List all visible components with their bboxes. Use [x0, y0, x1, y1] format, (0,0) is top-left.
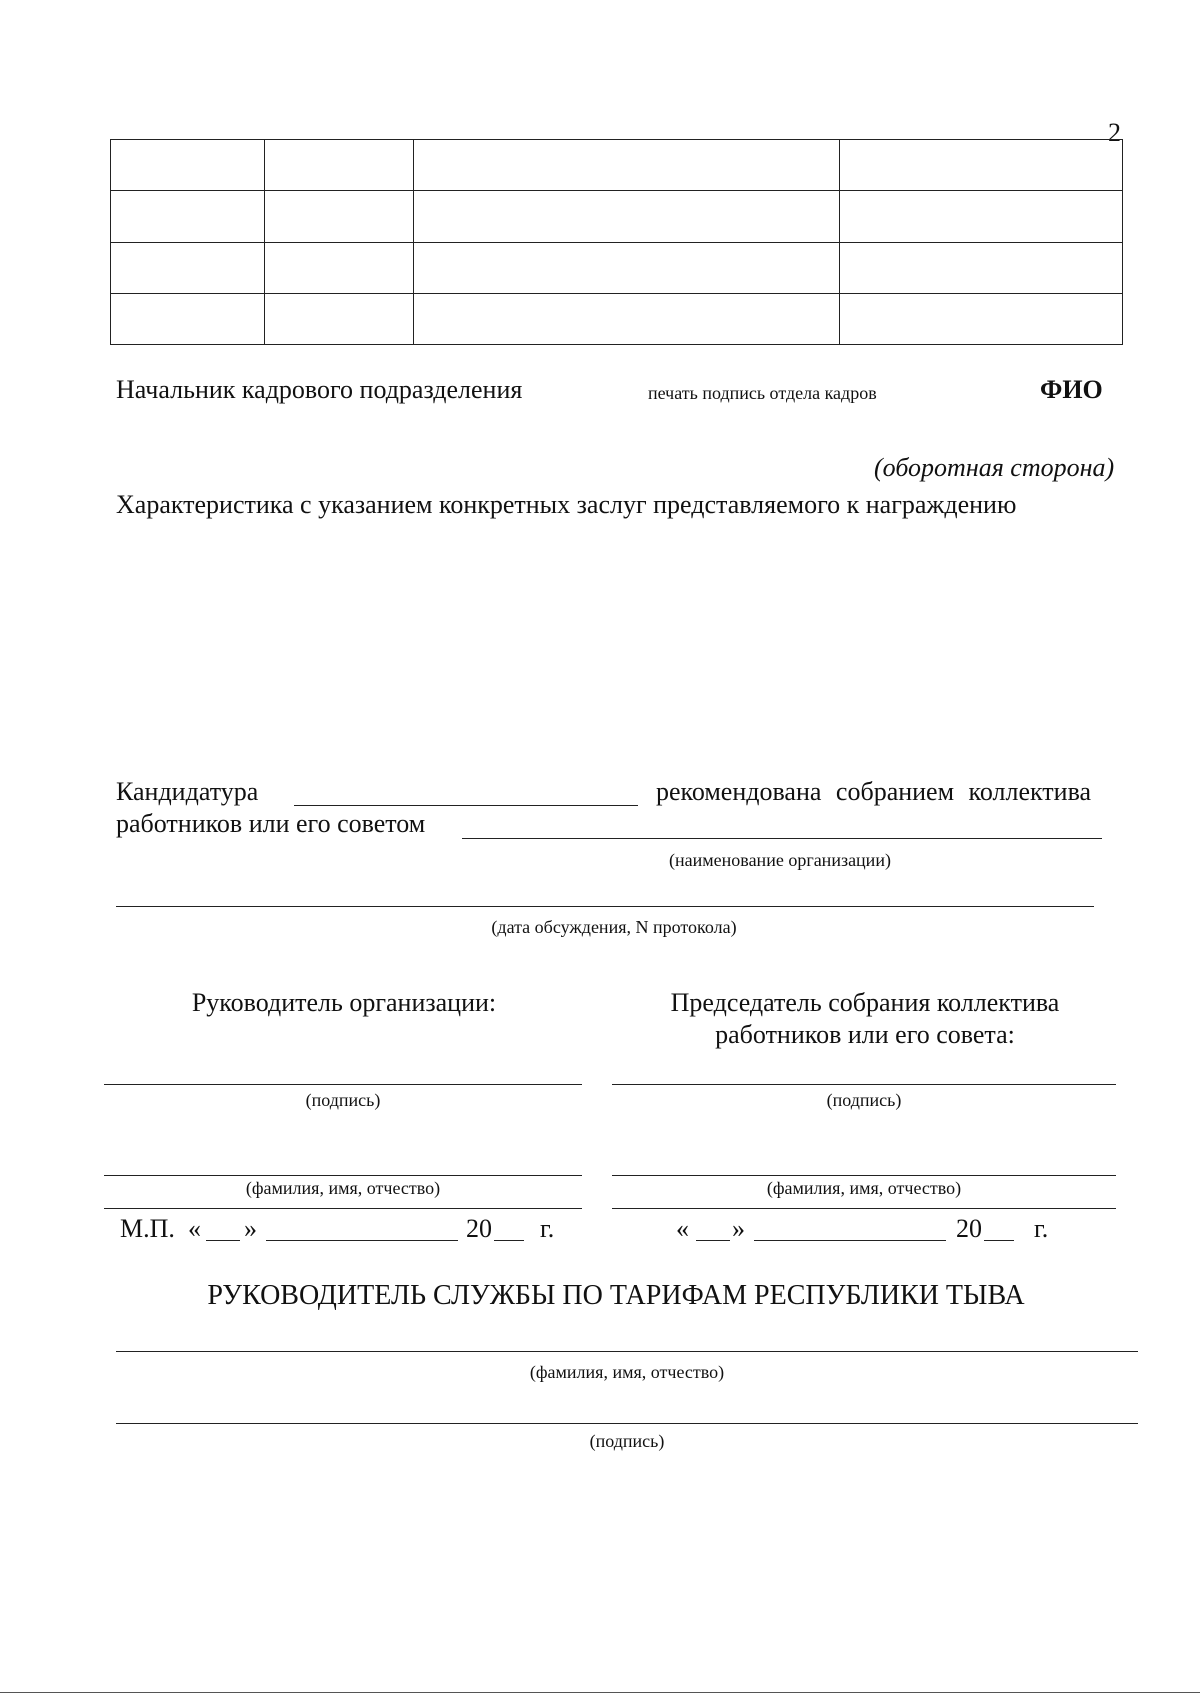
chairman-name-underline [612, 1208, 1116, 1209]
left-month-line[interactable] [266, 1240, 458, 1241]
chairman-name-caption: (фамилия, имя, отчество) [766, 1178, 962, 1198]
table-cell [840, 293, 1123, 344]
table-row [111, 191, 1123, 242]
chairman-signature-line[interactable] [612, 1084, 1116, 1085]
table-row [111, 140, 1123, 191]
page-number: 2 [1108, 118, 1121, 147]
tariff-head-name-line[interactable] [116, 1351, 1138, 1352]
org-head-name-caption: (фамилия, имя, отчество) [245, 1178, 441, 1198]
right-year-suffix: г. [1034, 1214, 1049, 1243]
table-row [111, 293, 1123, 344]
organization-name-line[interactable] [462, 838, 1102, 839]
right-day-line[interactable] [696, 1240, 730, 1241]
discussion-date-line[interactable] [116, 906, 1094, 907]
org-head-title: Руководитель организации: [191, 988, 497, 1017]
chairman-name-line[interactable] [612, 1175, 1116, 1176]
table-row [111, 242, 1123, 293]
reverse-side-label: (оборотная сторона) [874, 453, 1115, 482]
right-date-open-quote: « [676, 1214, 689, 1243]
candidate-name-line[interactable] [294, 805, 638, 806]
table-cell [414, 140, 840, 191]
table-cell [414, 293, 840, 344]
tariff-service-title: РУКОВОДИТЕЛЬ СЛУЖБЫ ПО ТАРИФАМ РЕСПУБЛИКИ ТЫВА [207, 1280, 1025, 1311]
left-date-open-quote: « [188, 1214, 201, 1243]
hr-head-position: Начальник кадрового подразделения [116, 375, 523, 404]
scan-edge-line [0, 1692, 1200, 1693]
discussion-date-caption: (дата обсуждения, N протокола) [491, 917, 737, 937]
table-cell [265, 242, 414, 293]
table-cell [111, 242, 265, 293]
table-cell [265, 140, 414, 191]
table-cell [111, 140, 265, 191]
candidacy-label: Кандидатура [116, 777, 259, 806]
left-year-suffix: г. [540, 1214, 555, 1243]
characteristic-heading: Характеристика с указанием конкретных заслуг представляемого к награждению [116, 490, 1017, 519]
left-date-close-quote: » [244, 1214, 257, 1243]
tariff-head-signature-line[interactable] [116, 1423, 1138, 1424]
seal-label: М.П. [120, 1214, 175, 1243]
left-year-prefix: 20 [466, 1214, 492, 1243]
org-head-signature-line[interactable] [104, 1084, 582, 1085]
table-cell [840, 191, 1123, 242]
org-head-name-line[interactable] [104, 1175, 582, 1176]
personnel-table [110, 139, 1123, 345]
chairman-title-line1: Председатель собрания коллектива [670, 988, 1060, 1017]
org-head-signature-caption: (подпись) [305, 1090, 381, 1110]
organization-caption: (наименование организации) [669, 850, 891, 870]
right-month-line[interactable] [754, 1240, 946, 1241]
workers-council-text: работников или его советом [116, 809, 426, 838]
table-cell [414, 242, 840, 293]
table-cell [265, 293, 414, 344]
hr-fio-label: ФИО [1040, 375, 1103, 404]
chairman-title-line2: работников или его совета: [715, 1020, 1015, 1049]
table-cell [840, 140, 1123, 191]
right-year-prefix: 20 [956, 1214, 982, 1243]
table-cell [414, 191, 840, 242]
org-head-name-underline [104, 1208, 582, 1209]
right-year-line[interactable] [984, 1240, 1014, 1241]
left-day-line[interactable] [206, 1240, 240, 1241]
hr-stamp-note: печать подпись отдела кадров [648, 383, 877, 403]
table-cell [840, 242, 1123, 293]
right-date-close-quote: » [732, 1214, 745, 1243]
table-cell [111, 191, 265, 242]
table-cell [265, 191, 414, 242]
chairman-signature-caption: (подпись) [826, 1090, 902, 1110]
table-cell [111, 293, 265, 344]
left-year-line[interactable] [494, 1240, 524, 1241]
recommended-text: рекомендована собранием коллектива [656, 777, 1092, 806]
tariff-head-signature-caption: (подпись) [589, 1431, 665, 1451]
tariff-head-name-caption: (фамилия, имя, отчество) [529, 1362, 725, 1382]
